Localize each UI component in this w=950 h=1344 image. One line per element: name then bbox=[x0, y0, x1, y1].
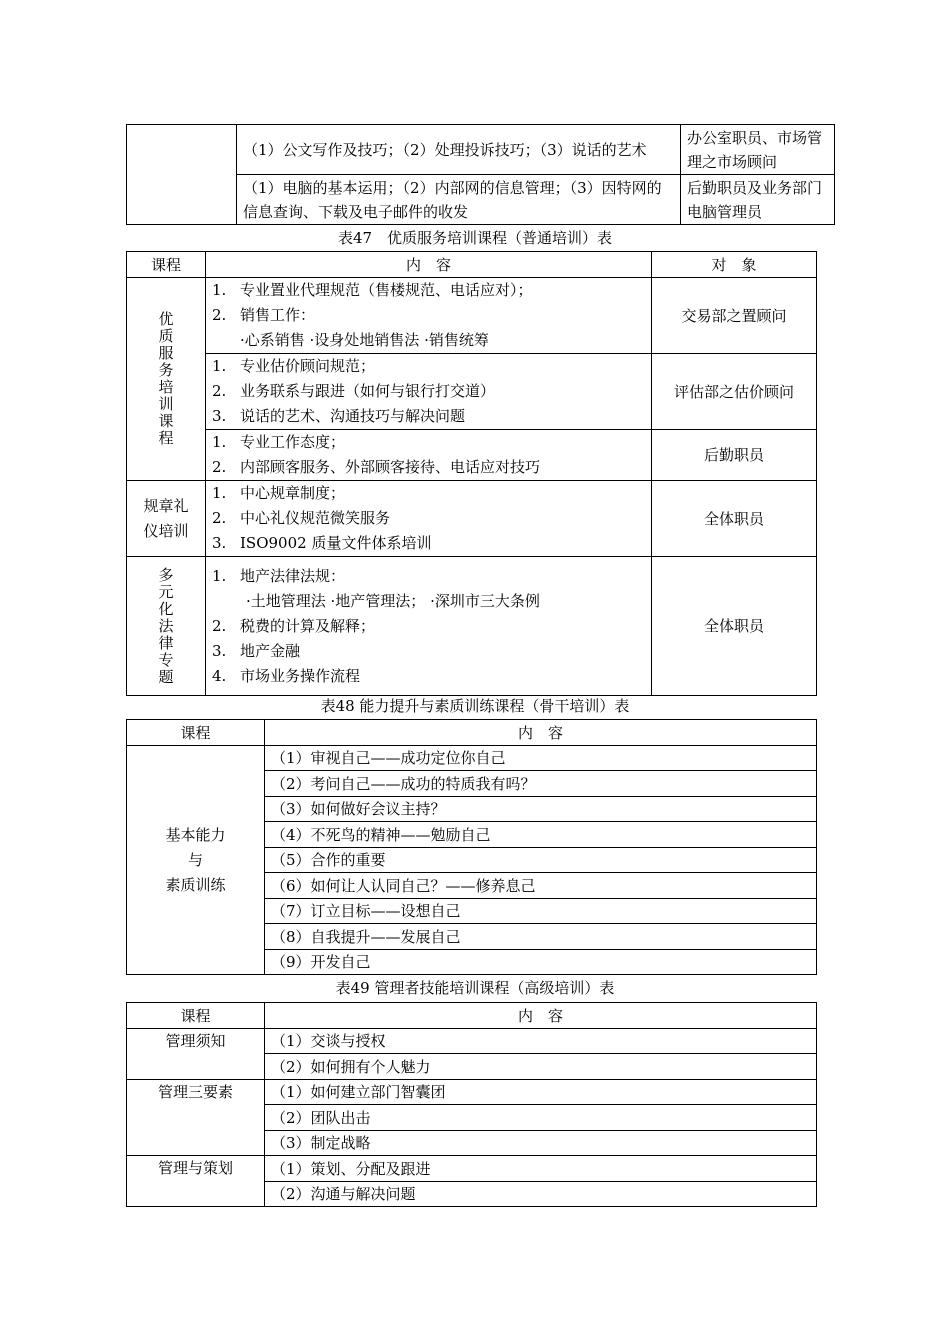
table48-header-content: 内 容 bbox=[265, 720, 817, 746]
table49-item: （1）如何建立部门智囊团 bbox=[265, 1080, 817, 1105]
table49 bbox=[126, 1002, 817, 1207]
table49-item: （1）策划、分配及跟进 bbox=[265, 1156, 817, 1182]
table48-item: （4）不死鸟的精神——勉励自己 bbox=[265, 822, 817, 848]
table47-course-quality-service: 优 质 服 务 培 训 课 程 bbox=[127, 278, 206, 481]
table48-item: （3）如何做好会议主持？ bbox=[265, 797, 817, 822]
table49-item: （1）交谈与授权 bbox=[265, 1029, 817, 1054]
table48-item: （9）开发自己 bbox=[265, 950, 817, 975]
table47-course-etiquette: 规章礼 仪培训 bbox=[127, 481, 206, 557]
table49-item: （2）如何拥有个人魅力 bbox=[265, 1054, 817, 1080]
table48-item: （8）自我提升——发展自己 bbox=[265, 924, 817, 950]
table48-item: （6）如何让人认同自己？——修养息己 bbox=[265, 873, 817, 899]
table47-content-valuation: 1. 专业估价顾问规范； 2. 业务联系与跟进（如何与银行打交道） 3. 说话的艺术、沟通技巧与解决问题 bbox=[206, 354, 652, 430]
table47-target-valuation: 评估部之估价顾问 bbox=[652, 354, 817, 430]
table48-item: （2）考问自己——成功的特质我有吗？ bbox=[265, 771, 817, 797]
top-table bbox=[126, 124, 835, 225]
table47-content-sales: 1. 专业置业代理规范（售楼规范、电话应对）； 2. 销售工作： ·心系销售 ·设身处地销售法 ·销售统筹 bbox=[206, 278, 652, 354]
top-table-course-cell bbox=[127, 125, 237, 225]
table48-item: （7）订立目标——设想自己 bbox=[265, 899, 817, 924]
table47-content-etiquette: 1. 中心规章制度； 2. 中心礼仪规范微笑服务 3. ISO9002 质量文件体系培训 bbox=[206, 481, 652, 557]
top-table-content-2: （1）电脑的基本运用；（2）内部网的信息管理；（3）因特网的信息查询、下载及电子邮件的收发 bbox=[237, 175, 681, 225]
table47-content-legal: 1. 地产法律法规： ·土地管理法 ·地产管理法； ·深圳市三大条例 2. 税费的计算及解释； 3. 地产金融 4. 市场业务操作流程 bbox=[206, 557, 652, 696]
table47-course-legal: 多 元 化 法 律 专 题 bbox=[127, 557, 206, 696]
table48 bbox=[126, 719, 817, 975]
table48-caption: 表48 能力提升与素质训练课程（骨干培训）表 bbox=[320, 697, 630, 715]
table47-target-etiquette: 全体职员 bbox=[652, 481, 817, 557]
table48-item: （5）合作的重要 bbox=[265, 848, 817, 873]
table48-header-course: 课程 bbox=[127, 720, 265, 746]
table48-item: （1）审视自己——成功定位你自己 bbox=[265, 746, 817, 771]
table47 bbox=[126, 251, 817, 696]
table49-course-management-basics: 管理须知 bbox=[127, 1029, 265, 1080]
table49-course-planning: 管理与策划 bbox=[127, 1156, 265, 1207]
table49-item: （2）沟通与解决问题 bbox=[265, 1182, 817, 1207]
top-table-content-1: （1）公文写作及技巧；（2）处理投诉技巧；（3）说话的艺术 bbox=[237, 125, 681, 175]
table49-item: （2）团队出击 bbox=[265, 1105, 817, 1131]
table47-header-content: 内 容 bbox=[206, 252, 652, 278]
table47-target-sales: 交易部之置顾问 bbox=[652, 278, 817, 354]
table47-target-legal: 全体职员 bbox=[652, 557, 817, 696]
table49-item: （3）制定战略 bbox=[265, 1131, 817, 1156]
table49-course-three-elements: 管理三要素 bbox=[127, 1080, 265, 1156]
table49-caption: 表49 管理者技能培训课程（高级培训）表 bbox=[335, 979, 615, 997]
table49-header-content: 内 容 bbox=[265, 1003, 817, 1029]
top-table-target-2: 后勤职员及业务部门电脑管理员 bbox=[681, 175, 835, 225]
table48-course-basic-ability: 基本能力 与 素质训练 bbox=[127, 746, 265, 975]
table49-header-course: 课程 bbox=[127, 1003, 265, 1029]
table47-header-target: 对 象 bbox=[652, 252, 817, 278]
table47-content-logistics: 1. 专业工作态度； 2. 内部顾客服务、外部顾客接待、电话应对技巧 bbox=[206, 430, 652, 481]
table47-target-logistics: 后勤职员 bbox=[652, 430, 817, 481]
table47-header-course: 课程 bbox=[127, 252, 206, 278]
top-table-target-1: 办公室职员、市场管理之市场顾问 bbox=[681, 125, 835, 175]
table47-caption: 表47 优质服务培训课程（普通培训）表 bbox=[337, 229, 613, 247]
